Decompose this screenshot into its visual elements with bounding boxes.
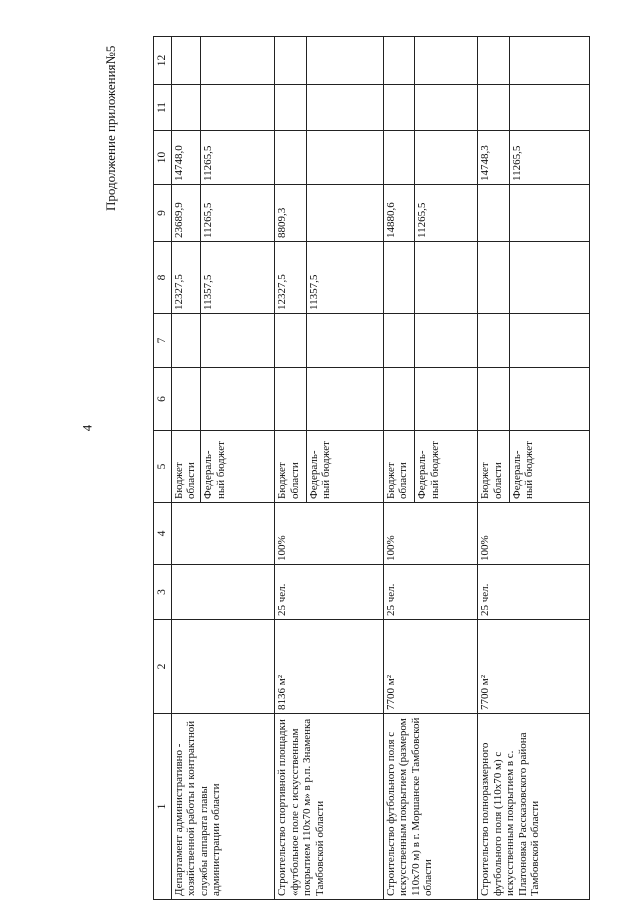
col-number-11: 11: [154, 85, 172, 131]
row1-people: 25 чел.: [275, 565, 383, 620]
row0-regional-c10: 14748,0: [171, 131, 200, 185]
column-number-row: [154, 37, 172, 900]
row0-source-federal: Федераль-ный бюджет: [201, 431, 275, 503]
table-row: [171, 37, 200, 900]
row1-source-federal: Федераль-ный бюджет: [306, 431, 383, 503]
row3-name: Строительство полноразмерного футбольного поля (110х70 м) с искусственным покрытием в с. Платоновка Рассказовского района Тамбовской области: [478, 714, 590, 900]
row0-federal-c8: 11357,5: [201, 242, 275, 314]
row2-federal-c10: [415, 131, 478, 185]
row1-federal-c8: 11357,5: [306, 242, 383, 314]
table-row: [383, 37, 415, 900]
col-number-9: 9: [154, 185, 172, 242]
row2-people: 25 чел.: [383, 565, 478, 620]
row3-federal-c9: [509, 185, 589, 242]
row2-regional-c8: [383, 242, 415, 314]
row0-percent: [171, 503, 274, 565]
row3-area: 7700 м²: [478, 620, 590, 714]
continuation-label: Продолжение приложения№5: [103, 45, 118, 211]
row3-percent: 100%: [478, 503, 590, 565]
row0-regional-c8: 12327,5: [171, 242, 200, 314]
row0-area: [171, 620, 274, 714]
row3-source-regional: Бюджет области: [478, 431, 510, 503]
row1-area: 8136 м²: [275, 620, 383, 714]
row2-name: Строительство футбольного поля с искусственным покрытием (размером 110х70 м) в г. Моршанске Тамбовской области: [383, 714, 478, 900]
row1-regional-c8: 12327,5: [275, 242, 307, 314]
row2-federal-c9: 11265,5: [415, 185, 478, 242]
row3-regional-c9: [478, 185, 510, 242]
row1-source-regional: Бюджет области: [275, 431, 307, 503]
appendix-table: [153, 36, 590, 900]
row1-regional-c10: [275, 131, 307, 185]
row2-regional-c9: 14880,6: [383, 185, 415, 242]
row0-federal-c9: 11265,5: [201, 185, 275, 242]
row3-federal-c10: 11265,5: [509, 131, 589, 185]
col-number-12: 12: [154, 37, 172, 85]
row3-people: 25 чел.: [478, 565, 590, 620]
rotated-table-container: [153, 37, 590, 900]
row1-name: Строительство спортивной площадки «футбольное поле с искусственным покрытием 110х70 м» в р.п. Знаменка Тамбовской области: [275, 714, 383, 900]
row0-source-regional: Бюджет области: [171, 431, 200, 503]
col-number-4: 4: [154, 503, 172, 565]
col-number-5: 5: [154, 431, 172, 503]
row1-federal-c9: [306, 185, 383, 242]
row3-regional-c10: 14748,3: [478, 131, 510, 185]
row0-people: [171, 565, 274, 620]
page-number: 4: [79, 424, 95, 432]
row0-regional-c9: 23689,9: [171, 185, 200, 242]
col-number-8: 8: [154, 242, 172, 314]
row2-area: 7700 м²: [383, 620, 478, 714]
row3-regional-c8: [478, 242, 510, 314]
col-number-7: 7: [154, 314, 172, 368]
col-number-2: 2: [154, 620, 172, 714]
table-row: [275, 37, 307, 900]
row2-percent: 100%: [383, 503, 478, 565]
col-number-6: 6: [154, 368, 172, 431]
row1-regional-c9: 8809,3: [275, 185, 307, 242]
row1-percent: 100%: [275, 503, 383, 565]
col-number-10: 10: [154, 131, 172, 185]
row2-source-federal: Федераль-ный бюджет: [415, 431, 478, 503]
row0-federal-c10: 11265,5: [201, 131, 275, 185]
row3-source-federal: Федераль-ный бюджет: [509, 431, 589, 503]
col-number-1: 1: [154, 714, 172, 900]
row3-federal-c8: [509, 242, 589, 314]
row2-source-regional: Бюджет области: [383, 431, 415, 503]
row0-name: Департамент административно - хозяйственной работы и контрактной службы аппарата главы администрации области: [171, 714, 274, 900]
row2-federal-c8: [415, 242, 478, 314]
col-number-3: 3: [154, 565, 172, 620]
table-row: [478, 37, 510, 900]
row2-regional-c10: [383, 131, 415, 185]
row1-federal-c10: [306, 131, 383, 185]
